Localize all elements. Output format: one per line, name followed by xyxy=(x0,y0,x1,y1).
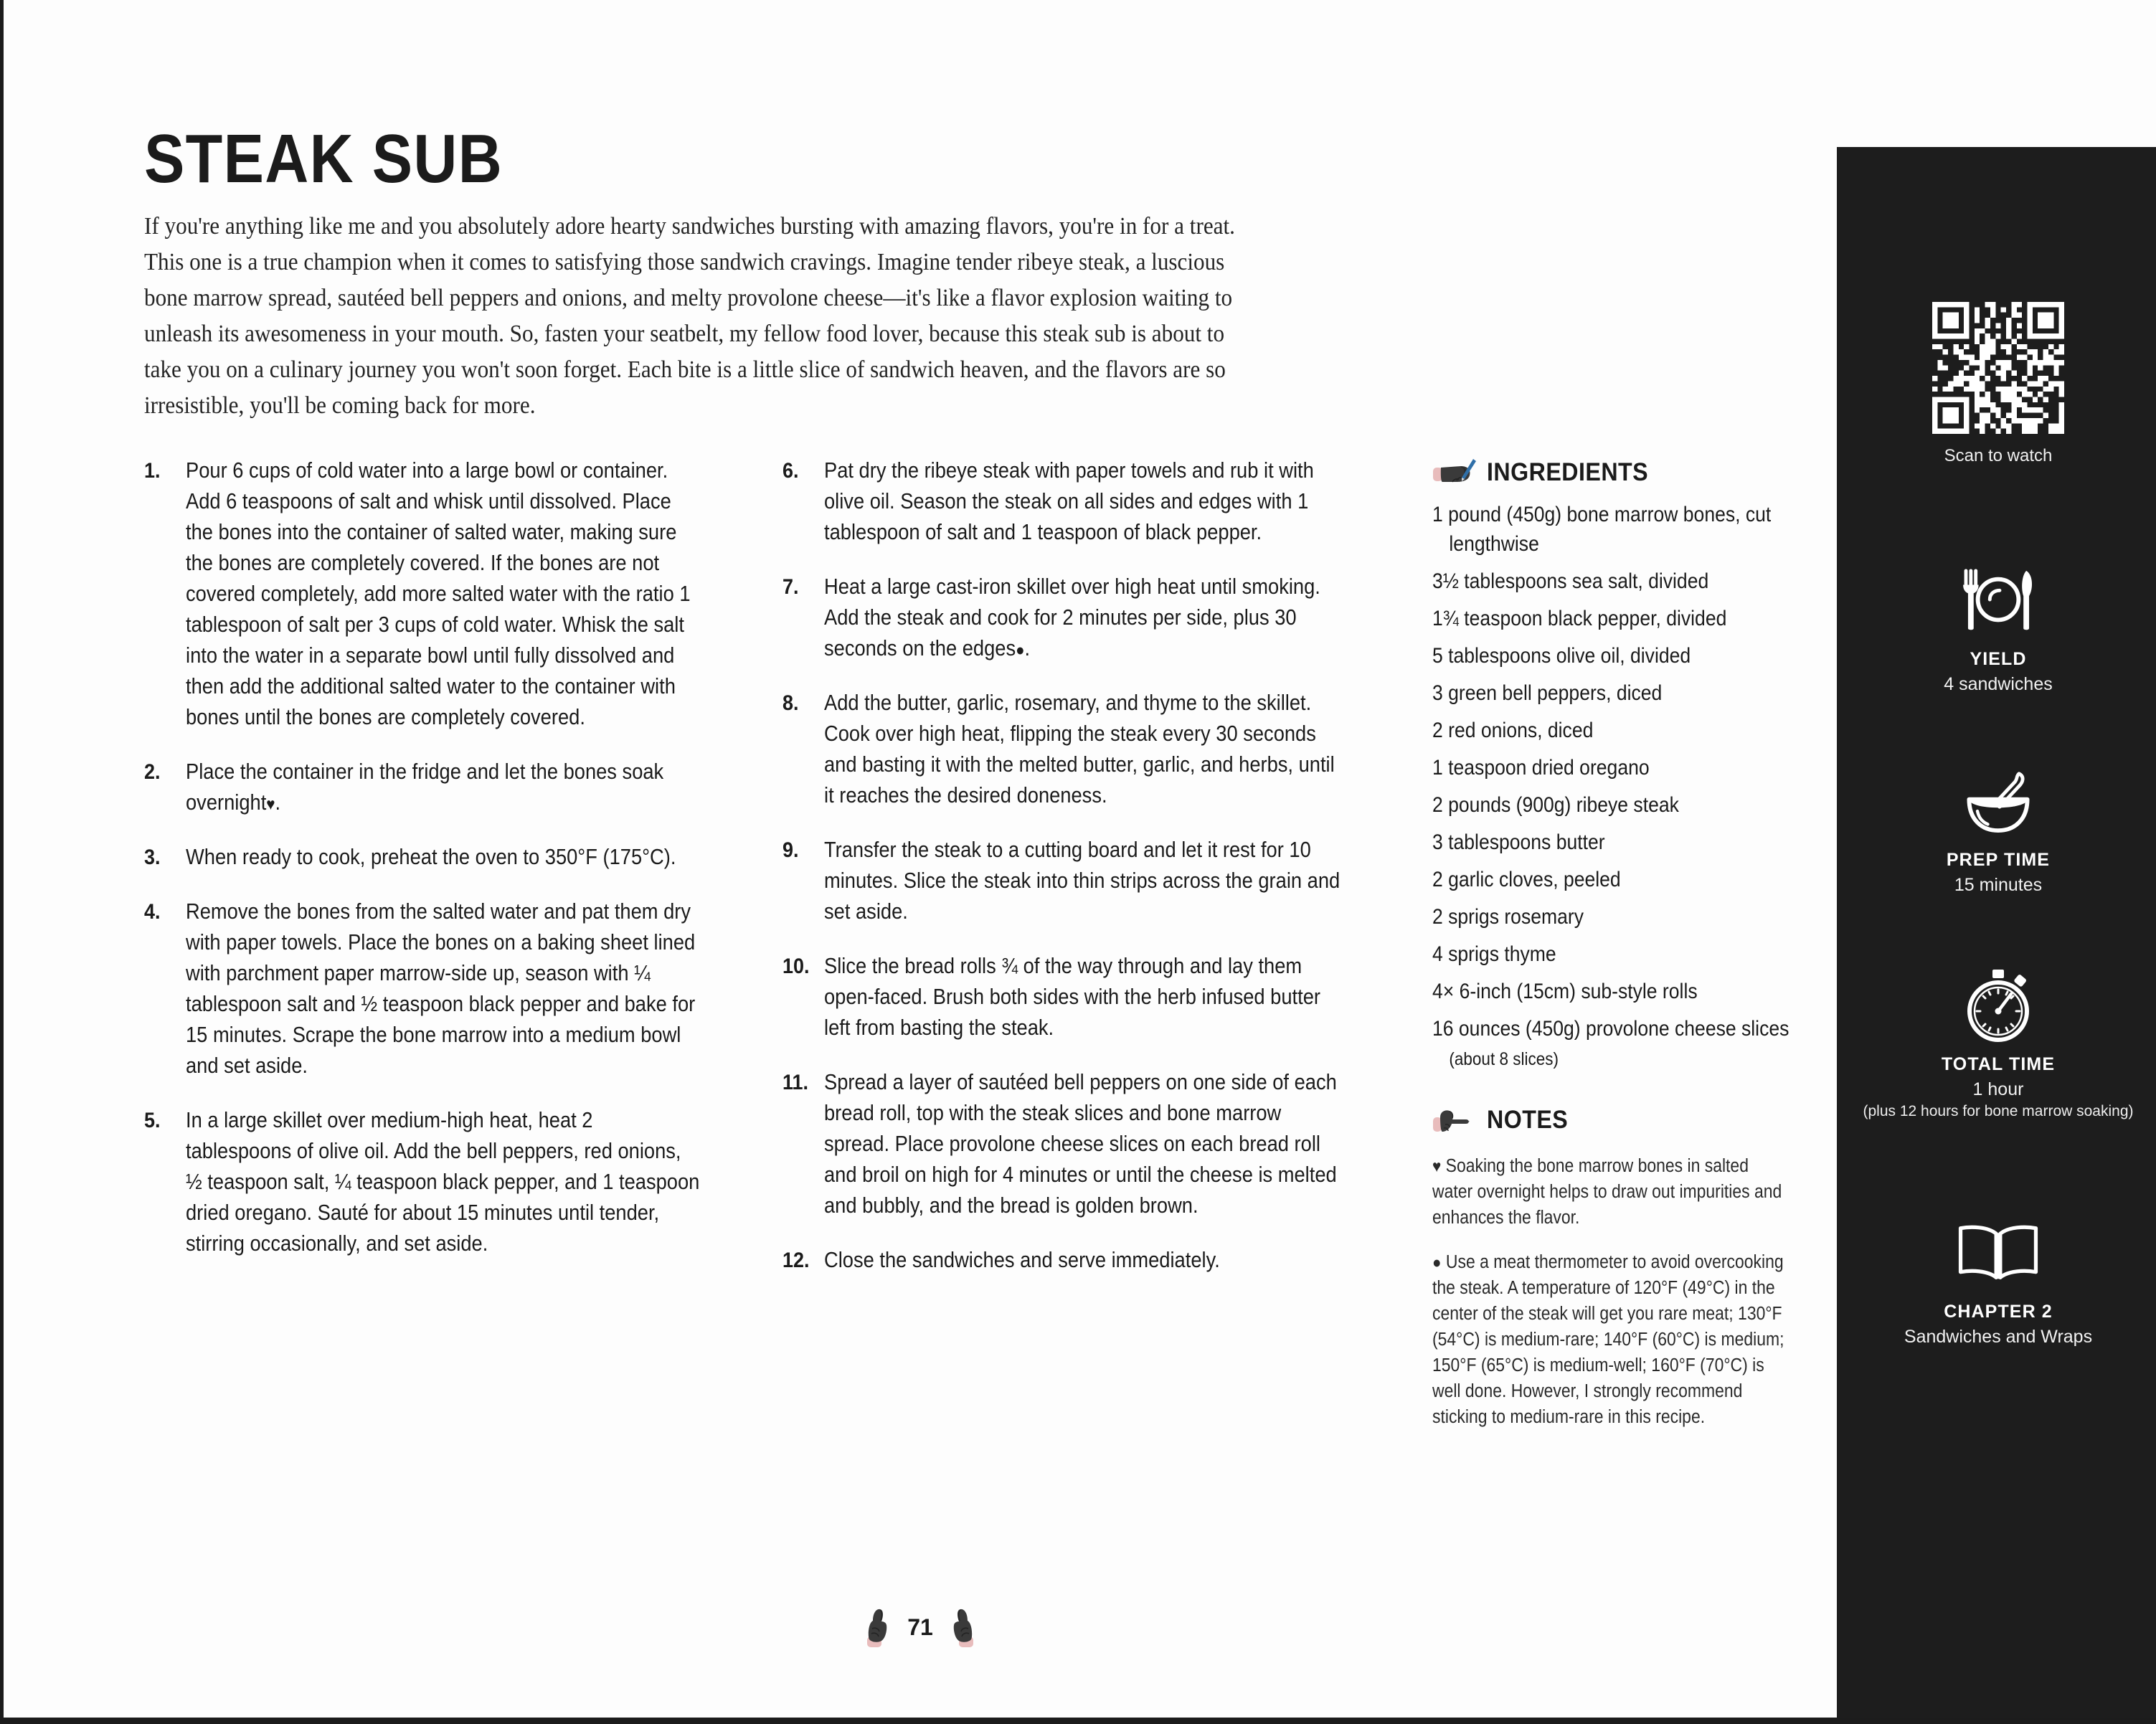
step-text: Heat a large cast-iron skillet over high heat until smoking. Add the steak and cook for 2 minutes per side, plus 30 seconds on the edges●. xyxy=(824,574,1320,661)
yield-block xyxy=(1837,563,2156,696)
open-book-icon xyxy=(1837,1216,2156,1290)
ingredient-item: 5 tablespoons olive oil, divided xyxy=(1432,644,1691,668)
ingredient-item: 2 garlic cloves, peeled xyxy=(1432,868,1621,892)
notes-list xyxy=(1432,1153,1791,1430)
page-title: STEAK SUB xyxy=(144,120,503,197)
chapter-block xyxy=(1837,1216,2156,1349)
stopwatch-icon xyxy=(1837,968,2156,1043)
step-text: Add the butter, garlic, rosemary, and thyme to the skillet. Cook over high heat, flipping the steak every 30 seconds and basting it with the melted butter, garlic, and herbs, until it reaches the desired doneness. xyxy=(824,691,1335,808)
recipe-step xyxy=(144,757,762,818)
total-time-sub: (plus 12 hours for bone marrow soaking) xyxy=(1863,1103,2134,1119)
step-text: Pour 6 cups of cold water into a large bowl or container. Add 6 teaspoons of salt and whisk until dissolved. Place the bones into the container of salted water, making sure the bones are completely covered. If the bones are not covered completely, add more salted water with the ratio 1 tablespoon of salt per 3 cups of cold water. Whisk the salt into the water in a separate bowl until fully dissolved and then add the additional salted water to the container with bones until the bones are completely covered. xyxy=(186,458,691,730)
notes-header xyxy=(1432,1106,1791,1135)
step-text: Slice the bread rolls ¾ of the way through and lay them open-faced. Brush both sides with the herb infused butter left from basting the steak. xyxy=(824,954,1320,1041)
ingredient-item: 2 pounds (900g) ribeye steak xyxy=(1432,793,1679,818)
notes-heading-label: NOTES xyxy=(1487,1106,1569,1135)
mixing-bowl-spoon-icon xyxy=(1837,764,2156,838)
qr-block xyxy=(1837,302,2156,466)
writing-hand-icon xyxy=(1432,458,1480,487)
ingredient-item: 4 sprigs thyme xyxy=(1432,942,1556,967)
yield-label: YIELD xyxy=(1970,649,2027,669)
thumbs-up-icon xyxy=(863,1605,892,1649)
columns-wrapper xyxy=(144,455,1801,1449)
ingredient-item: 1 pound (450g) bone marrow bones, cut lengthwise xyxy=(1432,503,1772,556)
step-number: 9. xyxy=(783,838,799,863)
step-text: Place the container in the fridge and let the bones soak overnight♥. xyxy=(186,759,664,815)
recipe-step xyxy=(783,688,1401,811)
pointing-hand-icon xyxy=(1432,1106,1480,1135)
steps-list-2 xyxy=(783,455,1401,1276)
step-text: Remove the bones from the salted water and pat them dry with paper towels. Place the bones on a baking sheet lined with parchment paper marrow-side up, season with ¼ tablespoon salt and ½ teaspoon black pepper and bake for 15 minutes. Scrape the bone marrow into a medium bowl and set aside. xyxy=(186,899,696,1079)
page-footer xyxy=(4,1605,1837,1649)
step-number: 10. xyxy=(783,955,810,979)
ingredient-item: 2 sprigs rosemary xyxy=(1432,905,1584,929)
ingredient-item: 3 tablespoons butter xyxy=(1432,830,1605,855)
ingredients-heading-label: INGREDIENTS xyxy=(1487,458,1649,487)
step-number: 2. xyxy=(144,760,161,785)
step-number: 1. xyxy=(144,459,161,483)
step-number: 12. xyxy=(783,1249,810,1273)
scan-to-watch-label: Scan to watch xyxy=(1944,446,2053,465)
step-number: 8. xyxy=(783,691,799,716)
yield-value: 4 sandwiches xyxy=(1944,674,2053,694)
total-time-label: TOTAL TIME xyxy=(1941,1054,2056,1074)
page-number: 71 xyxy=(907,1614,933,1640)
ingredient-item: 3½ tablespoons sea salt, divided xyxy=(1432,569,1709,594)
ingredient-item: 3 green bell peppers, diced xyxy=(1432,681,1663,706)
ingredient-item: 16 ounces (450g) provolone cheese slices (about 8 slices) xyxy=(1432,1017,1789,1070)
footnote-marker: ● xyxy=(1016,640,1025,660)
step-text: In a large skillet over medium-high heat, heat 2 tablespoons of olive oil. Add the bell peppers, red onions, ½ teaspoon salt, ¼ teaspoon black pepper, and 1 teaspoon dried oregano. Sauté for about 15 minutes until tender, stirring occasionally, and set aside. xyxy=(186,1108,700,1256)
note-item: ♥ Soaking the bone marrow bones in salted water overnight helps to draw out impurities and enhances the flavor. xyxy=(1432,1155,1782,1228)
recipe-step xyxy=(783,1245,1401,1276)
note-bullet-icon: ♥ xyxy=(1432,1156,1442,1175)
recipe-content xyxy=(144,120,1801,1449)
prep-time-value: 15 minutes xyxy=(1954,875,2043,895)
note-item: ● Use a meat thermometer to avoid overcooking the steak. A temperature of 120°F (49°C) in the center of the steak will get you rare meat; 130°F (54°C) is medium-rare; 140°F (60°C) is medium; 150°F (65°C) is medium-well; 160°F (70°C) is well done. However, I strongly recommend sticking to medium-rare in this recipe. xyxy=(1432,1251,1784,1427)
ingredient-note: (about 8 slices) xyxy=(1449,1049,1559,1070)
recipe-step xyxy=(144,842,762,873)
ingredient-item: 4× 6-inch (15cm) sub-style rolls xyxy=(1432,980,1698,1004)
step-number: 4. xyxy=(144,900,161,924)
step-text: When ready to cook, preheat the oven to 350°F (175°C). xyxy=(186,845,676,870)
recipe-intro: If you're anything like me and you absolutely adore hearty sandwiches bursting with amazing flavors, you're in for a treat. This one is a true champion when it comes to satisfying those sandwich cravings. Imagine tender ribeye steak, a luscious bone marrow spread, sautéed bell peppers and onions, and melty provolone cheese—it's like a flavor explosion waiting to unleash its awesomeness in your mouth. So, fasten your seatbelt, my fellow food lover, because this steak sub is about to take you on a culinary journey you won't soon forget. Each bite is a little slice of sandwich heaven, and the flavors are so irresistible, you'll be coming back for more. xyxy=(144,213,1235,420)
ingredients-list xyxy=(1432,500,1791,1074)
steps-column-1 xyxy=(144,455,762,1283)
chapter-label: CHAPTER 2 xyxy=(1944,1302,2053,1322)
step-number: 11. xyxy=(783,1071,809,1095)
chapter-value: Sandwiches and Wraps xyxy=(1904,1327,2093,1347)
ingredient-item: 2 red onions, diced xyxy=(1432,719,1594,743)
recipe-step xyxy=(783,951,1401,1043)
step-number: 6. xyxy=(783,459,799,483)
note-bullet-icon: ● xyxy=(1432,1252,1442,1271)
recipe-step xyxy=(783,455,1401,548)
total-time-value: 1 hour xyxy=(1972,1079,2024,1099)
recipe-step xyxy=(783,572,1401,664)
ingredient-item: 1¾ teaspoon black pepper, divided xyxy=(1432,607,1727,631)
step-number: 7. xyxy=(783,575,799,600)
step-text: Transfer the steak to a cutting board and let it rest for 10 minutes. Slice the steak into thin strips across the grain and set aside. xyxy=(824,838,1341,924)
total-time-block xyxy=(1837,968,2156,1122)
prep-time-block xyxy=(1837,764,2156,897)
prep-time-label: PREP TIME xyxy=(1946,850,2051,870)
steps-list-1 xyxy=(144,455,762,1259)
step-text: Pat dry the ribeye steak with paper towels and rub it with olive oil. Season the steak on all sides and edges with 1 tablespoon of salt and 1 teaspoon of black pepper. xyxy=(824,458,1314,545)
recipe-step xyxy=(144,896,762,1081)
recipe-step xyxy=(144,1105,762,1259)
qr-code-icon[interactable] xyxy=(1932,302,2064,434)
ingredients-notes-column xyxy=(1432,455,1791,1449)
ingredient-item: 1 teaspoon dried oregano xyxy=(1432,756,1650,780)
recipe-meta-sidebar xyxy=(1837,147,2156,1718)
step-text: Close the sandwiches and serve immediately. xyxy=(824,1248,1220,1273)
step-number: 3. xyxy=(144,846,161,870)
recipe-step xyxy=(144,455,762,733)
plate-fork-knife-icon xyxy=(1837,563,2156,638)
thumbs-up-icon xyxy=(949,1605,978,1649)
step-text: Spread a layer of sautéed bell peppers on one side of each bread roll, top with the steak slices and bone marrow spread. Place provolone cheese slices on each bread roll and broil on high for 4 minutes or until the cheese is melted and bubbly, and the bread is golden brown. xyxy=(824,1070,1337,1218)
footnote-marker: ♥ xyxy=(266,795,275,814)
recipe-step xyxy=(783,835,1401,927)
steps-column-2 xyxy=(783,455,1401,1299)
recipe-step xyxy=(783,1067,1401,1221)
step-number: 5. xyxy=(144,1109,161,1133)
ingredients-header xyxy=(1432,458,1791,487)
